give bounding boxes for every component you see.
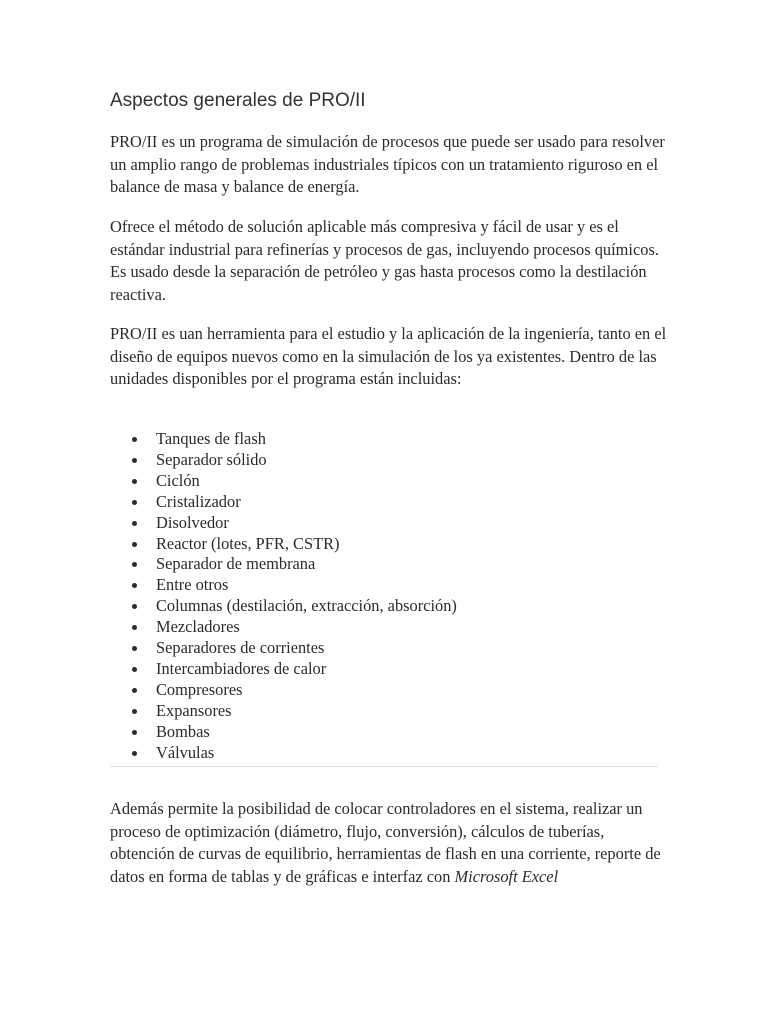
section-divider	[110, 766, 658, 767]
bullet-icon	[132, 437, 137, 442]
list-item	[110, 638, 457, 659]
list-item-label: Entre otros	[156, 575, 229, 595]
bullet-icon	[132, 583, 137, 588]
list-item-label: Disolvedor	[156, 512, 229, 532]
bullet-icon	[132, 730, 137, 735]
excel-emphasis: Microsoft Excel	[454, 866, 559, 886]
list-item	[110, 680, 457, 701]
list-item	[110, 596, 457, 617]
list-item-label: Compresores	[156, 679, 243, 699]
list-item	[110, 534, 457, 555]
list-item-label: Columnas (destilación, extracción, absorción)	[156, 596, 457, 616]
bullet-icon	[132, 709, 137, 714]
units-list	[110, 429, 457, 764]
list-item	[110, 492, 457, 513]
list-item-label: Válvulas	[156, 742, 215, 762]
list-item-label: Separador de membrana	[156, 554, 316, 574]
list-item-label: Intercambiadores de calor	[156, 658, 327, 678]
bullet-icon	[132, 667, 137, 672]
list-item	[110, 701, 457, 722]
list-item-label: Separadores de corrientes	[156, 638, 325, 658]
paragraph-tool: PRO/II es uan herramienta para el estudio y la aplicación de la ingeniería, tanto en el diseño de equipos nuevos como en la simulación de los ya existentes. Dentro de las unidades disponibles por el programa están incluidas:	[110, 324, 667, 389]
list-item-label: Expansores	[156, 700, 232, 720]
list-item	[110, 659, 457, 680]
list-item-label: Tanques de flash	[156, 429, 266, 448]
list-item	[110, 722, 457, 743]
bullet-icon	[132, 521, 137, 526]
list-item-label: Mezcladores	[156, 617, 240, 637]
bullet-icon	[132, 500, 137, 505]
list-item-label: Reactor (lotes, PFR, CSTR)	[156, 533, 340, 553]
list-item	[110, 617, 457, 638]
bullet-icon	[132, 625, 137, 630]
list-item	[110, 743, 457, 764]
bullet-icon	[132, 646, 137, 651]
list-item	[110, 513, 457, 534]
list-item	[110, 471, 457, 492]
document-title: Aspectos generales de PRO/II	[110, 90, 366, 111]
list-item-label: Separador sólido	[156, 449, 267, 469]
bullet-icon	[132, 751, 137, 756]
list-item	[110, 554, 457, 575]
paragraph-features-text: Además permite la posibilidad de colocar controladores en el sistema, realizar un proceso de optimización (diámetro, flujo, conversión), cálculos de tuberías, obtención de curvas de equilibrio, herramientas de flash en una corriente, reporte de datos en forma de tablas y de gráficas e interfaz con	[110, 799, 661, 886]
bullet-icon	[132, 458, 137, 463]
list-item-label: Bombas	[156, 721, 210, 741]
list-item-label: Ciclón	[156, 470, 200, 490]
list-item-label: Cristalizador	[156, 491, 241, 511]
paragraph-method: Ofrece el método de solución aplicable más compresiva y fácil de usar y es el estándar industrial para refinerías y procesos de gas, incluyendo procesos químicos. Es usado desde la separación de petróleo y gas hasta procesos como la destilación reactiva.	[110, 217, 659, 304]
bullet-icon	[132, 562, 137, 567]
bullet-icon	[132, 604, 137, 609]
paragraph-features	[110, 798, 670, 888]
bullet-icon	[132, 479, 137, 484]
bullet-icon	[132, 542, 137, 547]
bullet-icon	[132, 688, 137, 693]
paragraph-intro: PRO/II es un programa de simulación de procesos que puede ser usado para resolver un amplio rango de problemas industriales típicos con un tratamiento riguroso en el balance de masa y balance de energía.	[110, 132, 665, 197]
list-item	[110, 450, 457, 471]
list-item	[110, 575, 457, 596]
list-item	[110, 429, 457, 450]
